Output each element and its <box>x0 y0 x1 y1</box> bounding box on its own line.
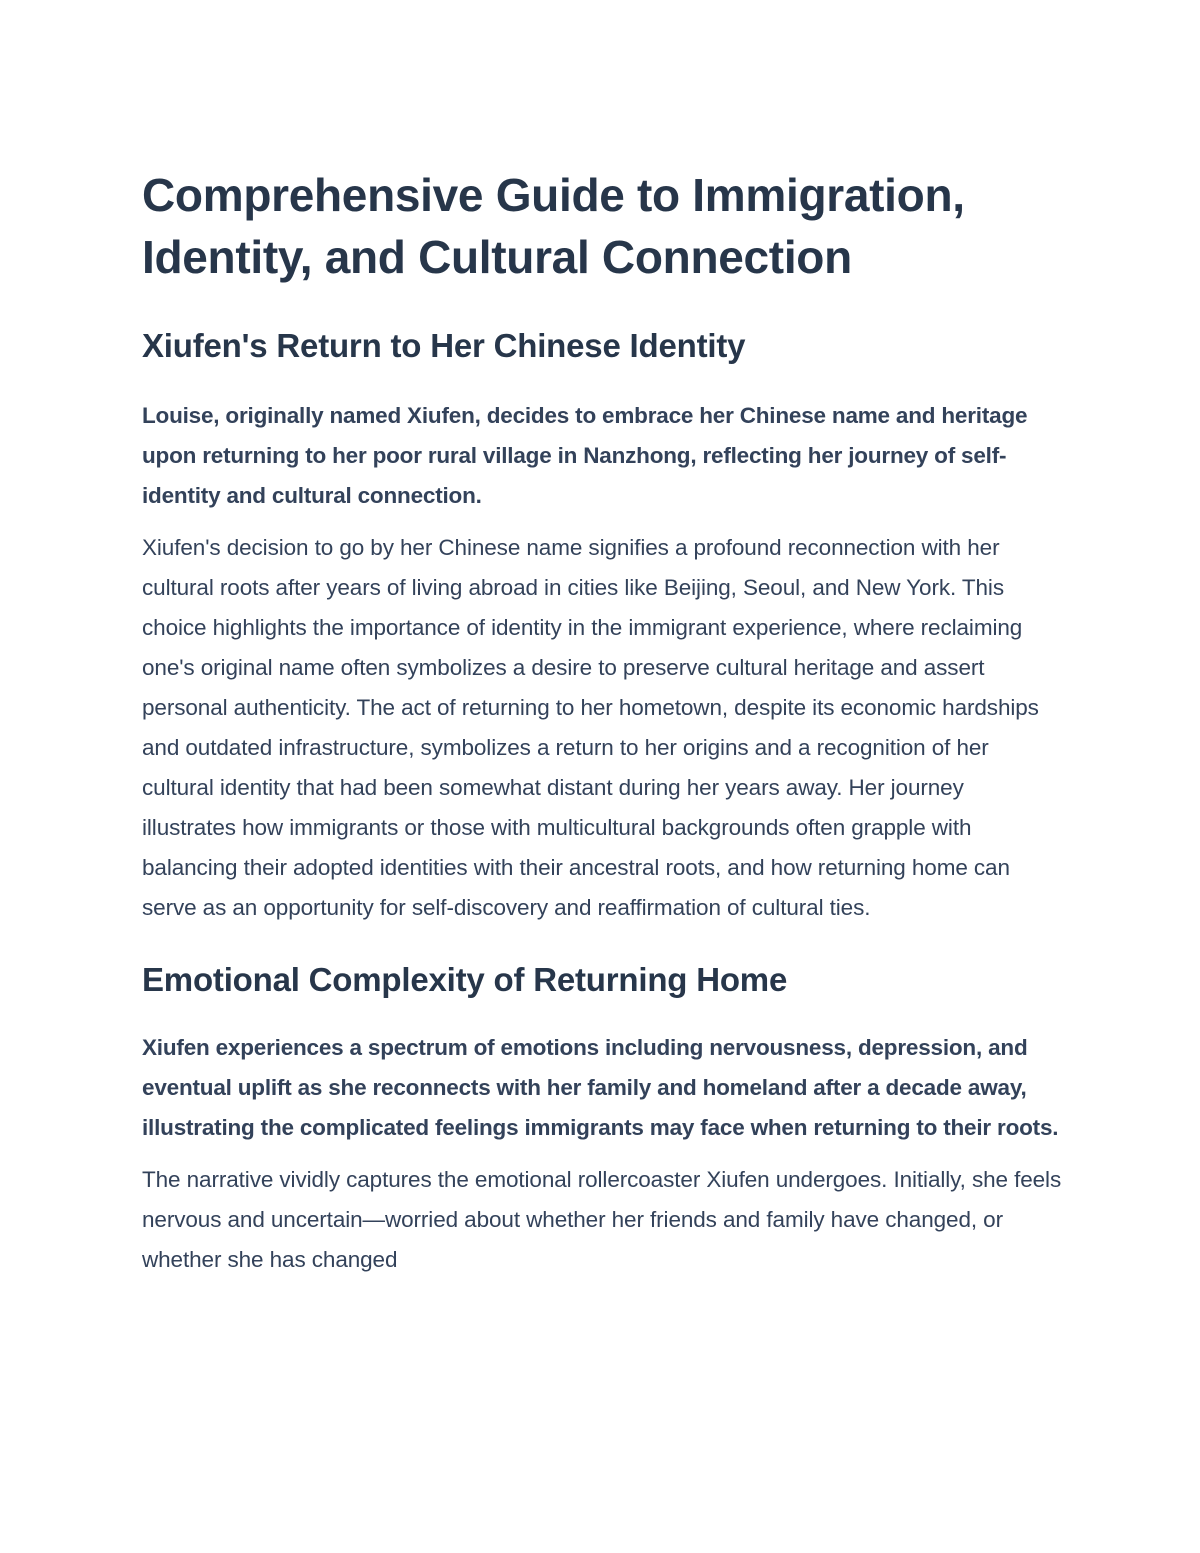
section-emotional-complexity <box>142 958 1062 1280</box>
document-title: Comprehensive Guide to Immigration, Identity, and Cultural Connection <box>142 169 965 283</box>
section-body-paragraph: Xiufen's decision to go by her Chinese name signifies a profound reconnection with her cultural roots after years of living abroad in cities like Beijing, Seoul, and New York. This choice highlights the importance of identity in the immigrant experience, where reclaiming one's original name often symbolizes a desire to preserve cultural heritage and assert personal authenticity. The act of returning to her hometown, despite its economic hardships and outdated infrastructure, symbolizes a return to her origins and a recognition of her cultural identity that had been somewhat distant during her years away. Her journey illustrates how immigrants or those with multicultural backgrounds often grapple with balancing their adopted identities with their ancestral roots, and how returning home can serve as an opportunity for self-discovery and reaffirmation of cultural ties. <box>142 535 1039 920</box>
section-heading: Xiufen's Return to Her Chinese Identity <box>142 327 746 364</box>
document-page <box>142 164 1062 1280</box>
section-summary: Xiufen experiences a spectrum of emotions including nervousness, depression, and eventual uplift as she reconnects with her family and homeland after a decade away, illustrating the complicated feelings immigrants may face when returning to their roots. <box>142 1035 1059 1140</box>
section-summary: Louise, originally named Xiufen, decides to embrace her Chinese name and heritage upon returning to her poor rural village in Nanzhong, reflecting her journey of self-identity and cultural connection. <box>142 403 1028 508</box>
section-body-paragraph: The narrative vividly captures the emotional rollercoaster Xiufen undergoes. Initially, she feels nervous and uncertain—worried about whether her friends and family have changed, or whether she has changed <box>142 1167 1062 1272</box>
section-heading: Emotional Complexity of Returning Home <box>142 961 788 998</box>
section-chinese-identity <box>142 324 1062 928</box>
